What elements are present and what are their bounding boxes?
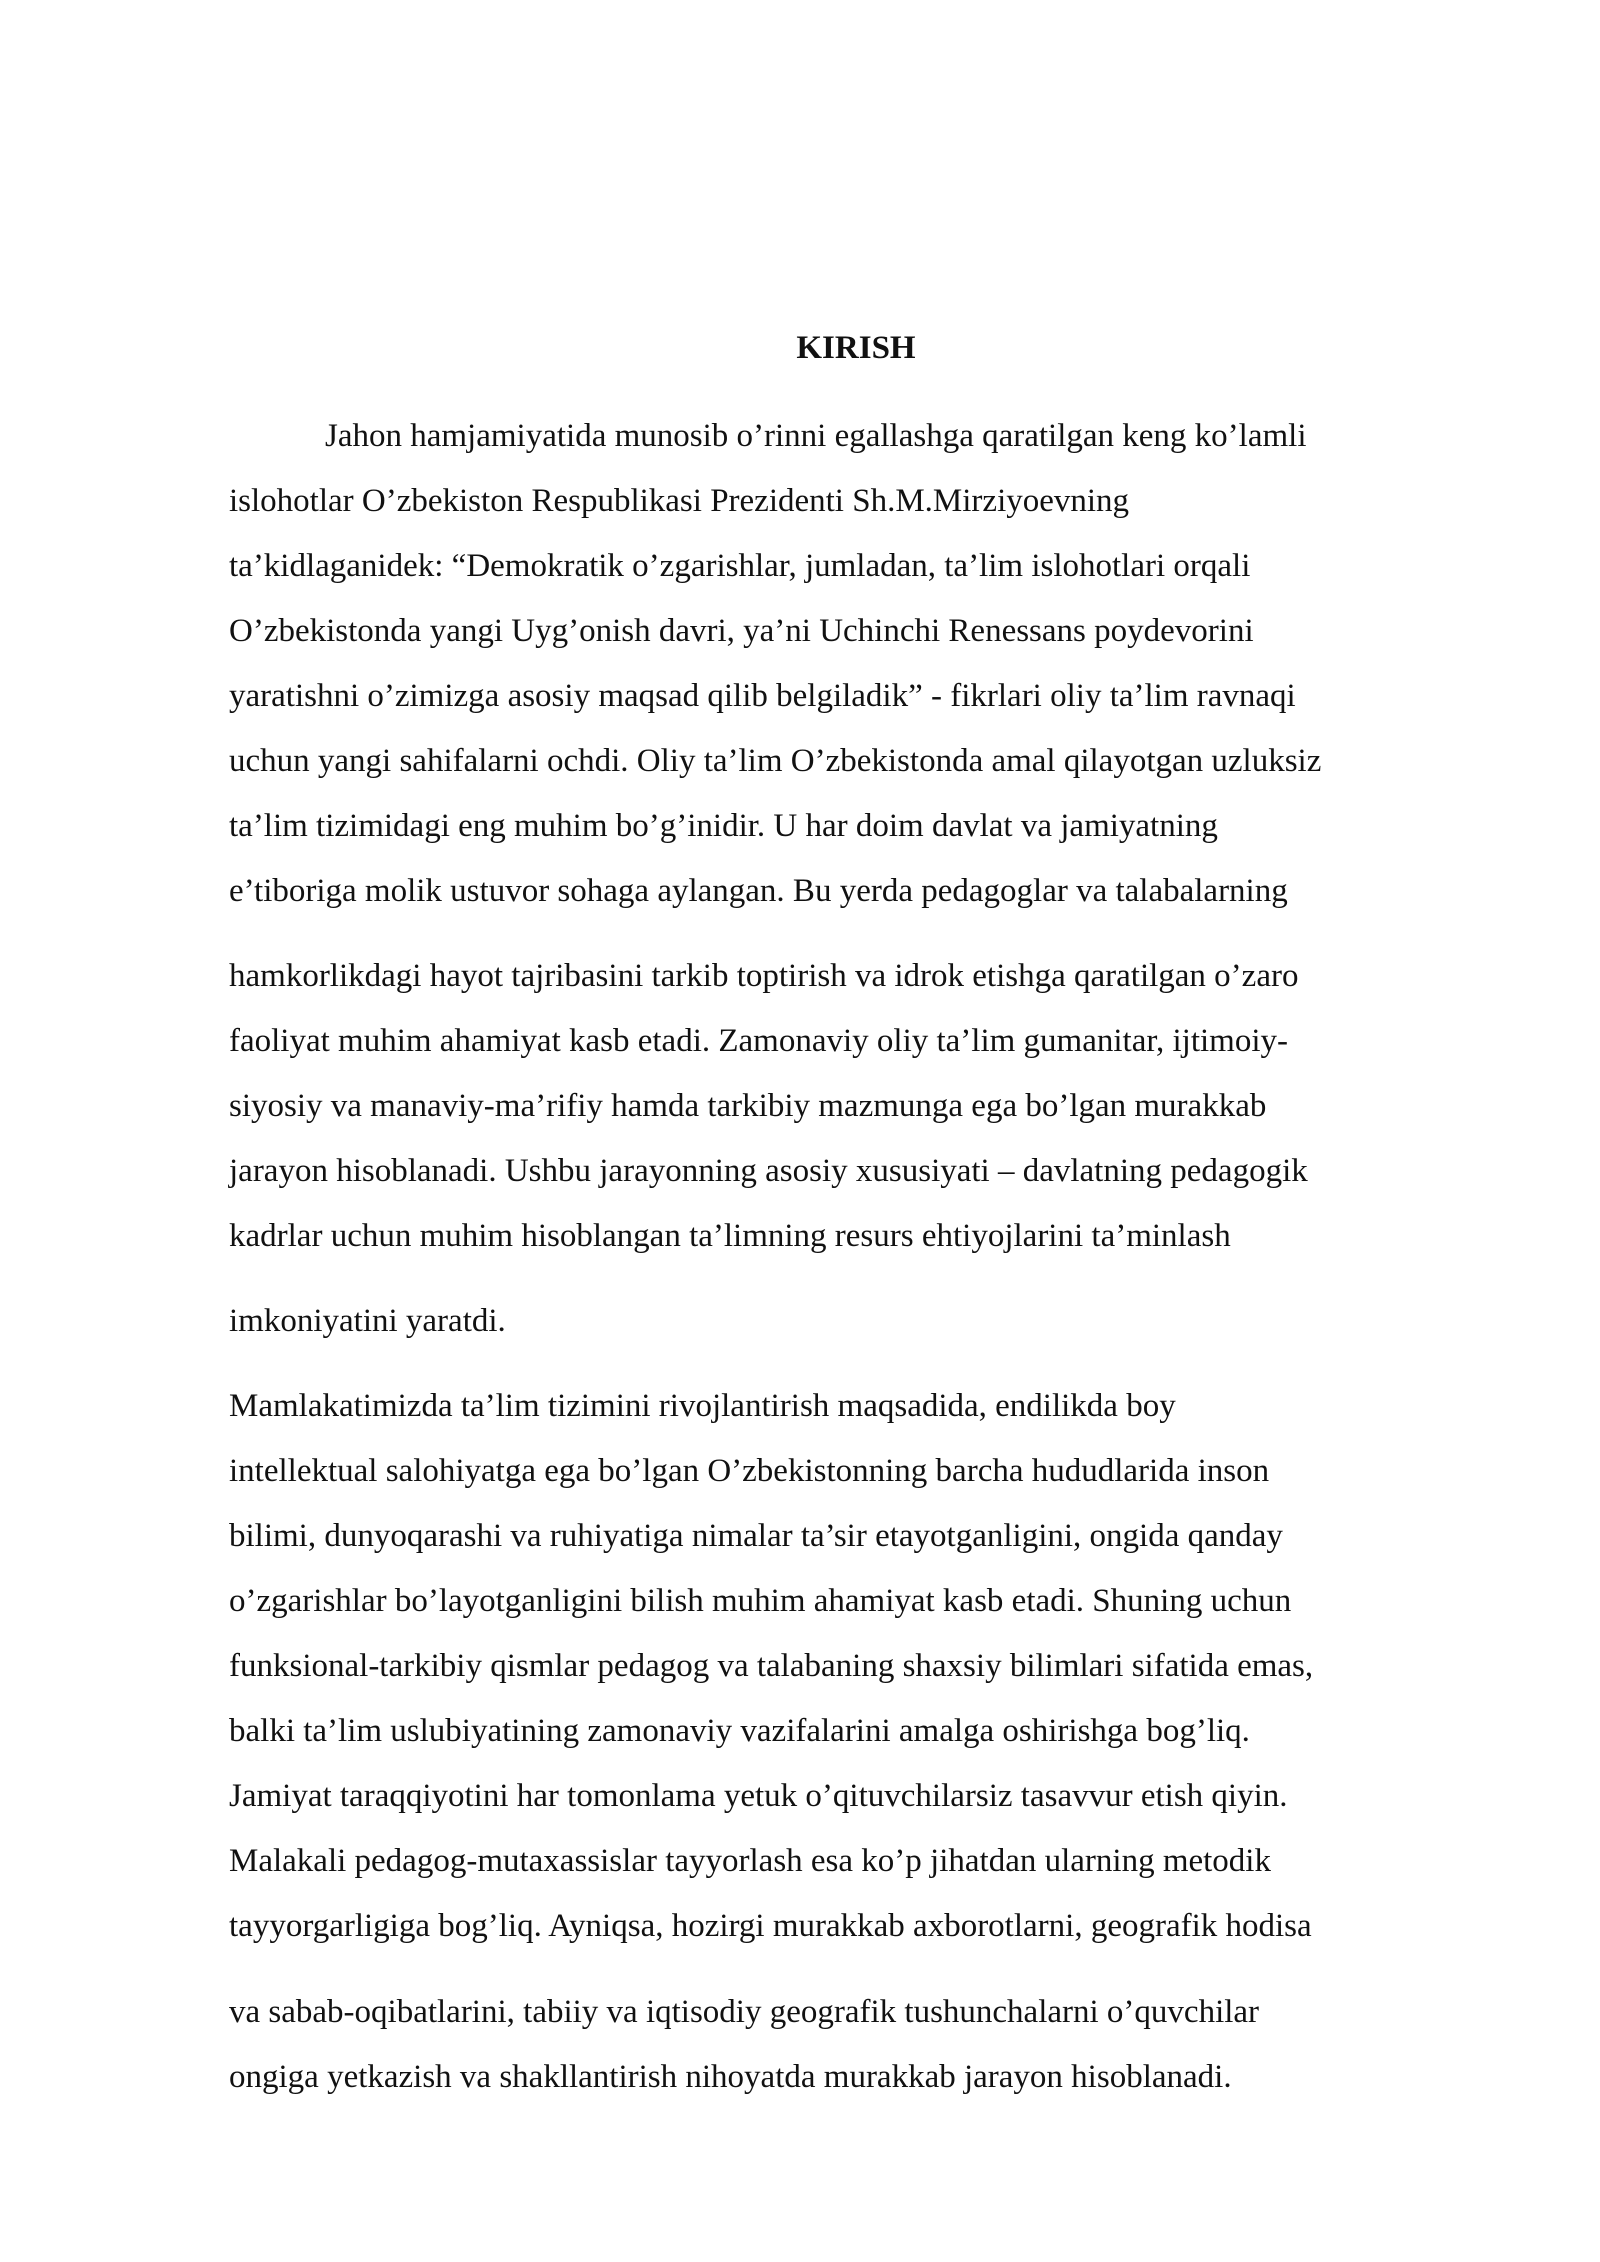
text-line: funksional-tarkibiy qismlar pedagog va talabaning shaxsiy bilimlari sifatida emas,	[229, 1648, 1314, 1684]
text-line: hamkorlikdagi hayot tajribasini tarkib toptirish va idrok etishga qaratilgan o’zaro	[229, 958, 1299, 994]
text-line: o’zgarishlar bo’layotganligini bilish muhim ahamiyat kasb etadi. Shuning uchun	[229, 1583, 1292, 1619]
text-line: intellektual salohiyatga ega bo’lgan O’zbekistonning barcha hududlarida inson	[229, 1453, 1270, 1489]
text-line: imkoniyatini yaratdi.	[229, 1303, 506, 1339]
text-line: va sabab-oqibatlarini, tabiiy va iqtisodiy geografik tushunchalarni o’quvchilar	[229, 1994, 1260, 2030]
text-line: yaratishni o’zimizga asosiy maqsad qilib belgiladik” - fikrlari oliy ta’lim ravnaqi	[229, 678, 1296, 714]
text-line: ongiga yetkazish va shakllantirish nihoyatda murakkab jarayon hisoblanadi.	[229, 2059, 1232, 2095]
text-line: islohotlar O’zbekiston Respublikasi Prezidenti Sh.M.Mirziyoevning	[229, 483, 1130, 519]
text-line: O’zbekistonda yangi Uyg’onish davri, ya’ni Uchinchi Renessans poydevorini	[229, 613, 1254, 649]
text-line: jarayon hisoblanadi. Ushbu jarayonning asosiy xususiyati – davlatning pedagogik	[229, 1153, 1308, 1189]
text-line: Jamiyat taraqqiyotini har tomonlama yetuk o’qituvchilarsiz tasavvur etish qiyin.	[229, 1778, 1288, 1814]
text-line: siyosiy va manaviy-ma’rifiy hamda tarkibiy mazmunga ega bo’lgan murakkab	[229, 1088, 1267, 1124]
page-title: KIRISH	[796, 330, 916, 366]
text-line: Mamlakatimizda ta’lim tizimini rivojlantirish maqsadida, endilikda boy	[229, 1388, 1176, 1424]
text-line: kadrlar uchun muhim hisoblangan ta’limning resurs ehtiyojlarini ta’minlash	[229, 1218, 1231, 1254]
text-line: faoliyat muhim ahamiyat kasb etadi. Zamonaviy oliy ta’lim gumanitar, ijtimoiy-	[229, 1023, 1289, 1059]
text-line: Jahon hamjamiyatida munosib o’rinni egallashga qaratilgan keng ko’lamli	[325, 418, 1307, 454]
text-line: tayyorgarligiga bog’liq. Ayniqsa, hozirgi murakkab axborotlarni, geografik hodisa	[229, 1908, 1312, 1944]
text-line: Malakali pedagog-mutaxassislar tayyorlash esa ko’p jihatdan ularning metodik	[229, 1843, 1271, 1879]
text-line: ta’lim tizimidagi eng muhim bo’g’inidir. U har doim davlat va jamiyatning	[229, 808, 1218, 844]
text-line: bilimi, dunyoqarashi va ruhiyatiga nimalar ta’sir etayotganligini, ongida qanday	[229, 1518, 1283, 1554]
text-line: uchun yangi sahifalarni ochdi. Oliy ta’lim O’zbekistonda amal qilayotgan uzluksiz	[229, 743, 1322, 779]
text-line: e’tiboriga molik ustuvor sohaga aylangan. Bu yerda pedagoglar va talabalarning	[229, 873, 1288, 909]
text-line: balki ta’lim uslubiyatining zamonaviy vazifalarini amalga oshirishga bog’liq.	[229, 1713, 1250, 1749]
text-line: ta’kidlaganidek: “Demokratik o’zgarishlar, jumladan, ta’lim islohotlari orqali	[229, 548, 1251, 584]
